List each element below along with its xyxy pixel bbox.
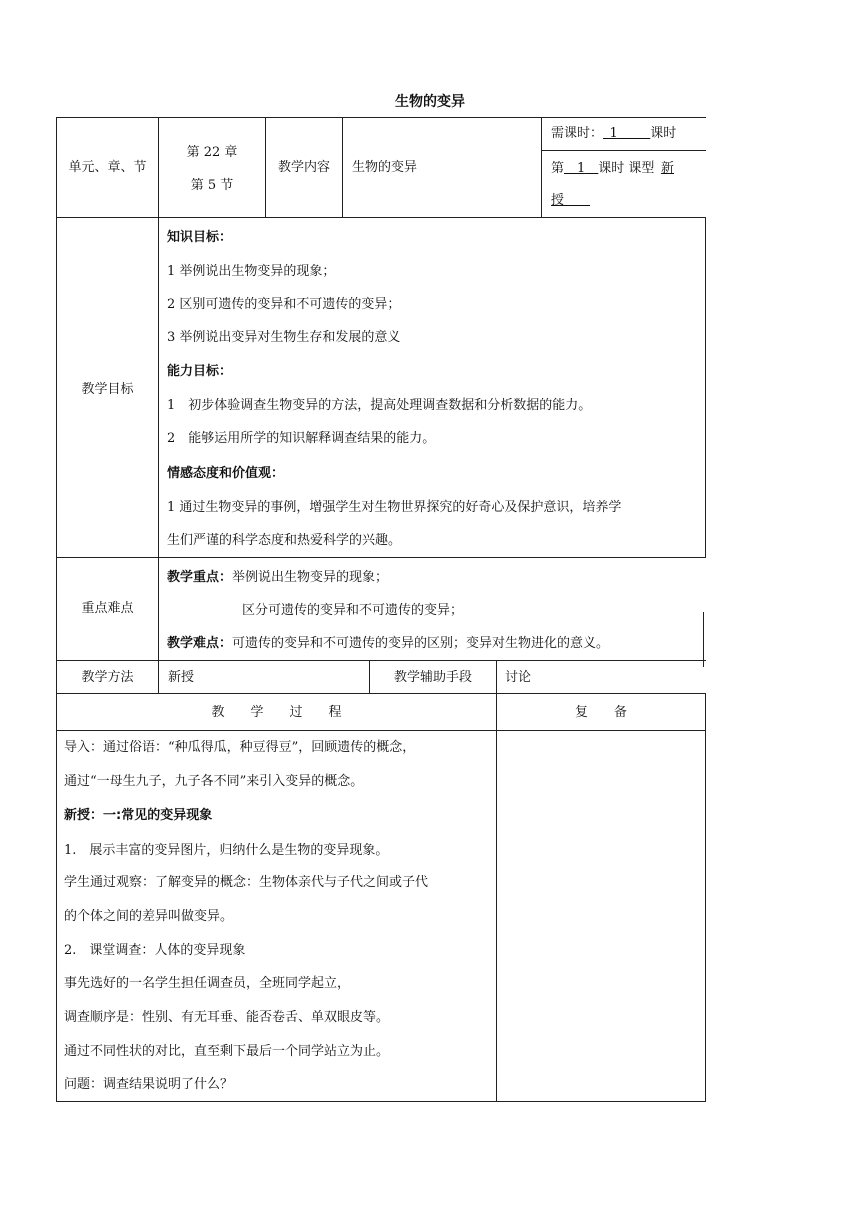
focus-line-2: 区分可遗传的变异和不可遗传的变异； (242, 603, 464, 618)
content-label: 教学内容 (277, 160, 330, 175)
process-line: 调查顺序是：性别、有无耳垂、能否卷舌、单双眼皮等。 (64, 1010, 390, 1025)
emotion-line: 1 通过生物变异的事例，增强学生对生物世界探究的好奇心及保护意识，培养学 (167, 500, 622, 515)
aid-value: 讨论 (505, 670, 532, 685)
knowledge-item: 1 举例说出生物变异的现象； (167, 264, 336, 279)
page-title: 生物的变异 (395, 94, 465, 110)
unit-chapter-section-label: 单元、章、节 (68, 160, 147, 175)
knowledge-heading: 知识目标： (167, 230, 233, 245)
process-line: 问题：调查结果说明了什么？ (64, 1077, 234, 1092)
chapter-value: 第 22 章 (186, 145, 238, 160)
process-subheading: 新授：一:常见的变异现象 (64, 808, 213, 823)
hours-suffix: 课时 (650, 126, 677, 141)
process-line: 事先选好的一名学生担任调查员，全班同学起立， (64, 976, 351, 991)
aid-label: 教学辅助手段 (393, 670, 472, 685)
content-value: 生物的变异 (352, 160, 418, 175)
lesson-type-line (551, 160, 674, 177)
process-line: 通过不同性状的对比，直至剩下最后一个同学站立为止。 (64, 1044, 390, 1059)
process-line: 通过“一母生九子，九子各不同”来引入变异的概念。 (64, 774, 364, 789)
key-points-label: 重点难点 (81, 601, 134, 616)
process-line: 导入：通过俗语：“种瓜得瓜，种豆得豆”，回顾遗传的概念， (64, 740, 416, 755)
difficulty-line (167, 635, 609, 652)
ability-heading: 能力目标： (167, 364, 233, 379)
method-value: 新授 (168, 670, 195, 685)
section-value: 第 5 节 (190, 178, 234, 193)
lesson-mid: 课时 课型 (598, 161, 655, 176)
process-header: 教 学 过 程 (211, 705, 342, 720)
required-hours (551, 125, 676, 142)
review-header: 复 备 (574, 705, 627, 720)
ability-item: 1 初步体验调查生物变异的方法，提高处理调查数据和分析数据的能力。 (167, 398, 592, 413)
lesson-value: 1 (577, 161, 586, 176)
lesson-prefix: 第 (551, 161, 565, 176)
focus-label: 教学重点： (167, 570, 233, 585)
ability-item: 2 能够运用所学的知识解释调查结果的能力。 (167, 431, 436, 446)
hours-prefix: 需课时： (551, 126, 604, 141)
focus-text: 举例说出生物变异的现象； (232, 570, 389, 585)
goals-label: 教学目标 (81, 382, 134, 397)
process-line: 的个体之间的差异叫做变异。 (64, 909, 234, 924)
process-line: 2. 课堂调查：人体的变异现象 (64, 943, 246, 958)
process-line: 学生通过观察：了解变异的概念：生物体亲代与子代之间或子代 (64, 875, 429, 890)
lesson-type-part2: 授 (551, 193, 565, 208)
knowledge-item: 2 区别可遗传的变异和不可遗传的变异； (167, 297, 401, 312)
hours-value: 1 (609, 126, 618, 141)
difficulty-label: 教学难点： (167, 636, 233, 651)
lesson-type-part1: 新 (660, 161, 674, 176)
lesson-type-line-2 (551, 192, 590, 209)
emotion-heading: 情感态度和价值观： (167, 466, 285, 481)
emotion-line: 生们严谨的科学态度和热爱科学的兴趣。 (167, 533, 402, 548)
process-line: 1. 展示丰富的变异图片，归纳什么是生物的变异现象。 (64, 843, 389, 858)
focus-line (167, 569, 388, 586)
method-label: 教学方法 (81, 670, 134, 685)
difficulty-text: 可遗传的变异和不可遗传的变异的区别；变异对生物进化的意义。 (232, 636, 610, 651)
knowledge-item: 3 举例说出变异对生物生存和发展的意义 (167, 330, 401, 345)
